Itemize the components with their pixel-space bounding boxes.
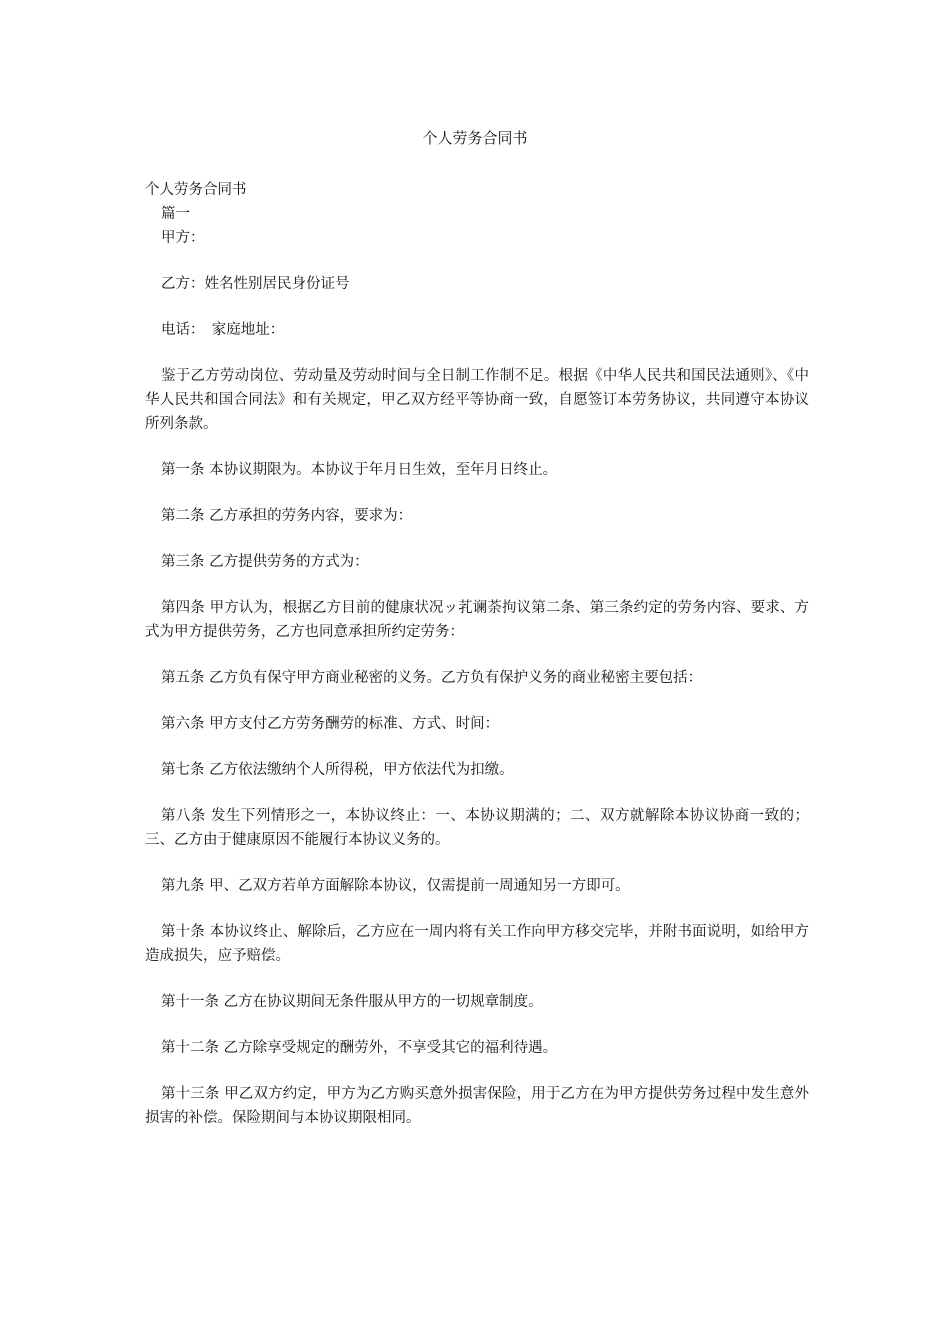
article-9: 第九条 甲、乙双方若单方面解除本协议，仅需提前一周通知另一方即可。 (161, 878, 630, 894)
article-6: 第六条 甲方支付乙方劳务酬劳的标准、方式、时间： (161, 716, 500, 732)
article-12: 第十二条 乙方除享受规定的酬劳外，不享受其它的福利待遇。 (161, 1040, 558, 1056)
document-heading: 个人劳务合同书 (145, 182, 247, 198)
article-13: 第十三条 甲乙双方约定，甲方为乙方购买意外损害保险，用于乙方在为甲方提供劳务过程中发生意外损害的补偿。保险期间与本协议期限相同。 (145, 1086, 809, 1126)
party-b-line: 乙方：姓名性别居民身份证号 (161, 276, 350, 292)
article-1: 第一条 本协议期限为。本协议于年月日生效，至年月日终止。 (161, 462, 558, 478)
document-body (145, 178, 809, 1130)
article-11: 第十一条 乙方在协议期间无条件服从甲方的一切规章制度。 (161, 994, 543, 1010)
article-8: 第八条 发生下列情形之一，本协议终止：一、本协议期满的；二、双方就解除本协议协商一致的；三、乙方由于健康原因不能履行本协议义务的。 (145, 808, 809, 848)
contact-line: 电话： 家庭地址： (161, 322, 285, 338)
article-10: 第十条 本协议终止、解除后，乙方应在一周内将有关工作向甲方移交完毕，并附书面说明，如给甲方造成损失，应予赔偿。 (145, 924, 809, 964)
article-2: 第二条 乙方承担的劳务内容，要求为： (161, 508, 413, 524)
document-title: 个人劳务合同书 (422, 129, 528, 147)
article-4: 第四条 甲方认为，根据乙方目前的健康状况ッ芤谰荼拘议第二条、第三条约定的劳务内容、要求、方式为甲方提供劳务，乙方也同意承担所约定劳务： (145, 600, 809, 640)
article-3: 第三条 乙方提供劳务的方式为： (161, 554, 369, 570)
party-a-line: 甲方： (161, 230, 205, 246)
preamble-paragraph: 鉴于乙方劳动岗位、劳动量及劳动时间与全日制工作制不足。根据《中华人民共和国民法通则》、《中华人民共和国合同法》和有关规定，甲乙双方经平等协商一致，自愿签订本劳务协议，共同遵守本协议所列条款。 (145, 368, 809, 432)
section-label: 篇一 (161, 206, 190, 222)
article-7: 第七条 乙方依法缴纳个人所得税，甲方依法代为扣缴。 (161, 762, 514, 778)
article-5: 第五条 乙方负有保守甲方商业秘密的义务。乙方负有保护义务的商业秘密主要包括： (161, 670, 703, 686)
